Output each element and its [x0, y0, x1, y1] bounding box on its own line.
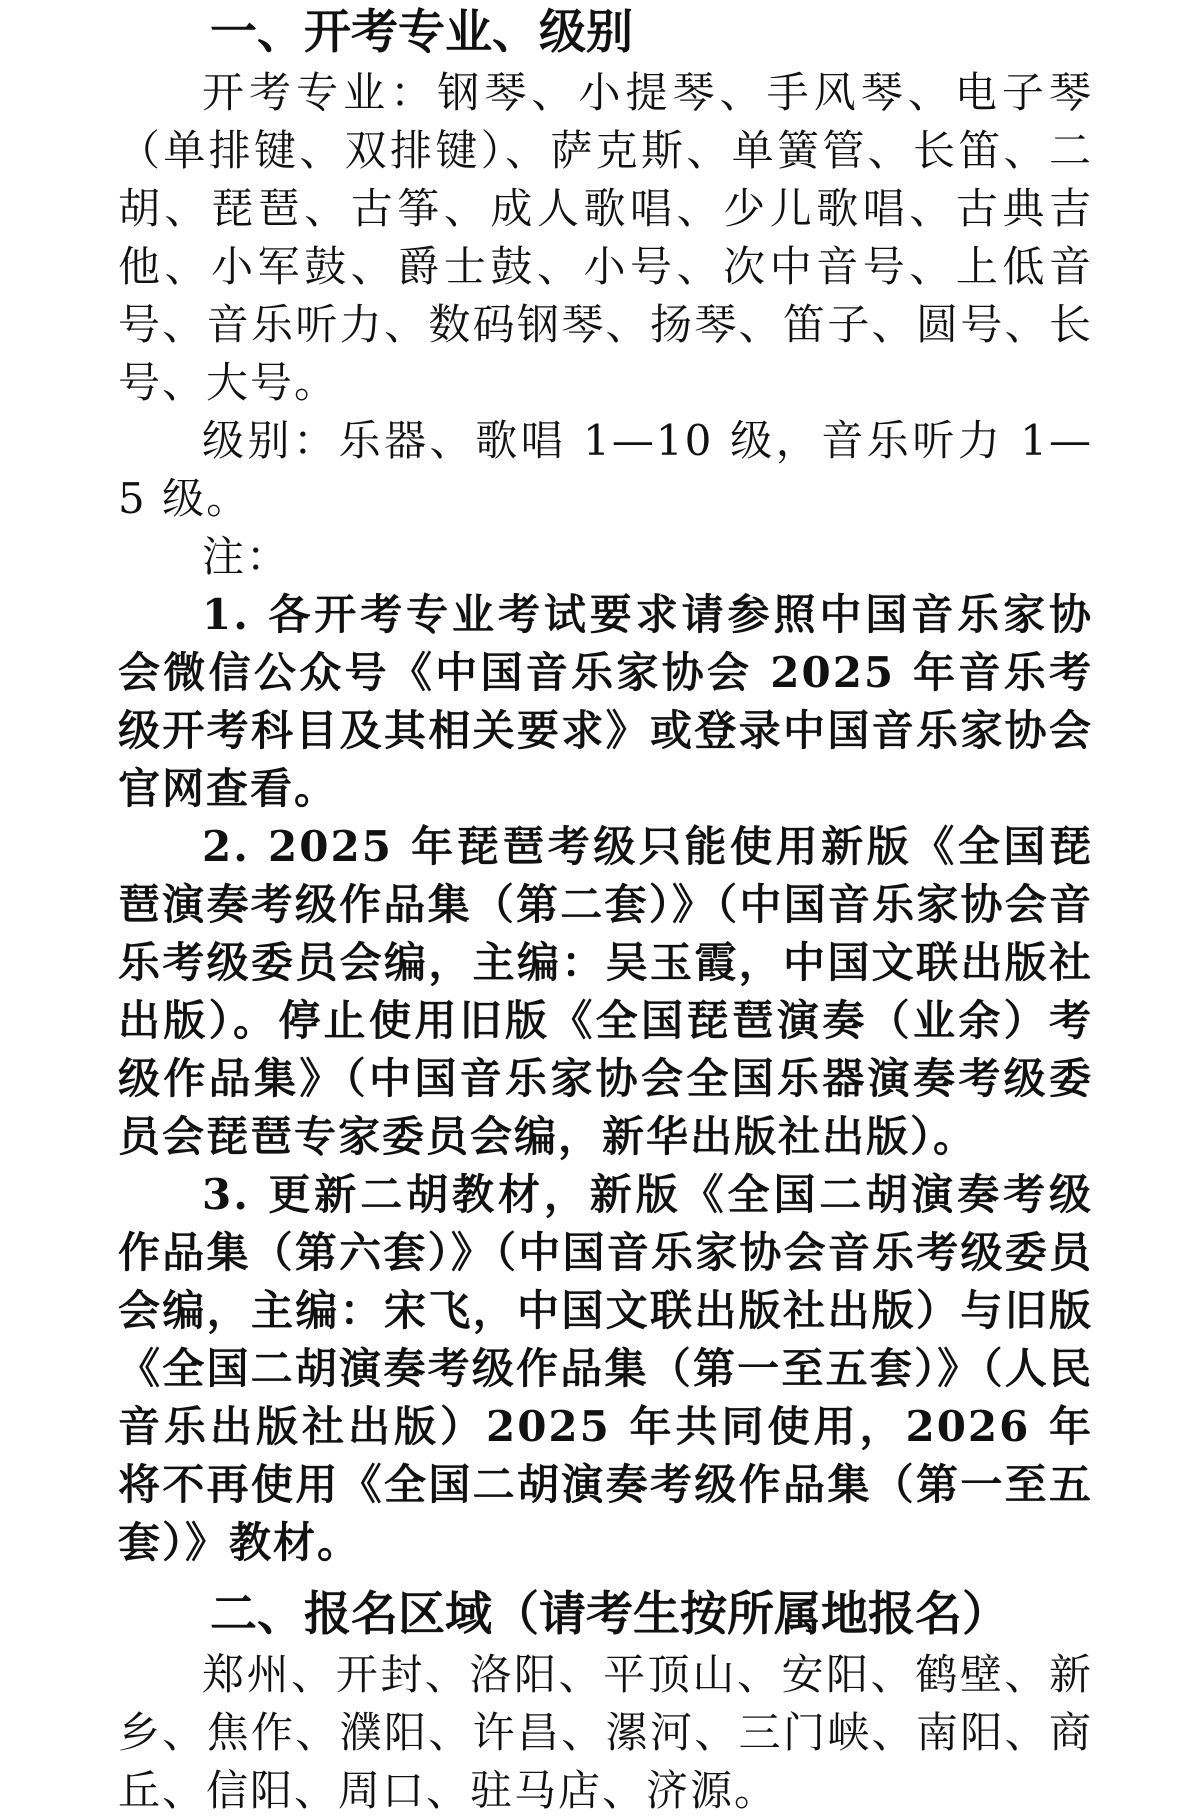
- section-heading-registration-regions: 二、报名区域（请考生按所属地报名）: [210, 1587, 1009, 1642]
- note-item-1: 1. 各开考专业考试要求请参照中国音乐家协会微信公众号《中国音乐家协会 2025 年音乐考级开考科目及其相关要求》或登录中国音乐家协会官网查看。: [118, 590, 1093, 813]
- section-heading-majors-levels: 一、开考专业、级别: [210, 5, 633, 60]
- document-page: [118, 0, 1093, 1820]
- note-item-2: 2. 2025 年琵琶考级只能使用新版《全国琵琶演奏考级作品集（第二套）》（中国音乐家协会音乐考级委员会编，主编：吴玉霞，中国文联出版社出版）。停止使用旧版《全国琵琶演奏（业余）考级作品集》（中国音乐家协会全国乐器演奏考级委员会琵琶专家委员会编，新华出版社出版）。: [118, 822, 1093, 1161]
- note-item-3: 3. 更新二胡教材，新版《全国二胡演奏考级作品集（第六套）》（中国音乐家协会音乐考级委员会编，主编：宋飞，中国文联出版社出版）与旧版《全国二胡演奏考级作品集（第一至五套）》（人民音乐出版社出版）2025 年共同使用，2026 年将不再使用《全国二胡演奏考级作品集（第一至五套）》教材。: [118, 1170, 1093, 1567]
- regions-paragraph: 郑州、开封、洛阳、平顶山、安阳、鹤壁、新乡、焦作、濮阳、许昌、漯河、三门峡、南阳、商丘、信阳、周口、驻马店、济源。: [118, 1650, 1093, 1815]
- note-label: 注：: [202, 532, 291, 581]
- levels-paragraph: 级别：乐器、歌唱 1—10 级，音乐听力 1—5 级。: [118, 416, 1093, 523]
- majors-paragraph: 开考专业：钢琴、小提琴、手风琴、电子琴（单排键、双排键）、萨克斯、单簧管、长笛、二胡、琵琶、古筝、成人歌唱、少儿歌唱、古典吉他、小军鼓、爵士鼓、小号、次中音号、上低音号、音乐听力、数码钢琴、扬琴、笛子、圆号、长号、大号。: [118, 68, 1093, 407]
